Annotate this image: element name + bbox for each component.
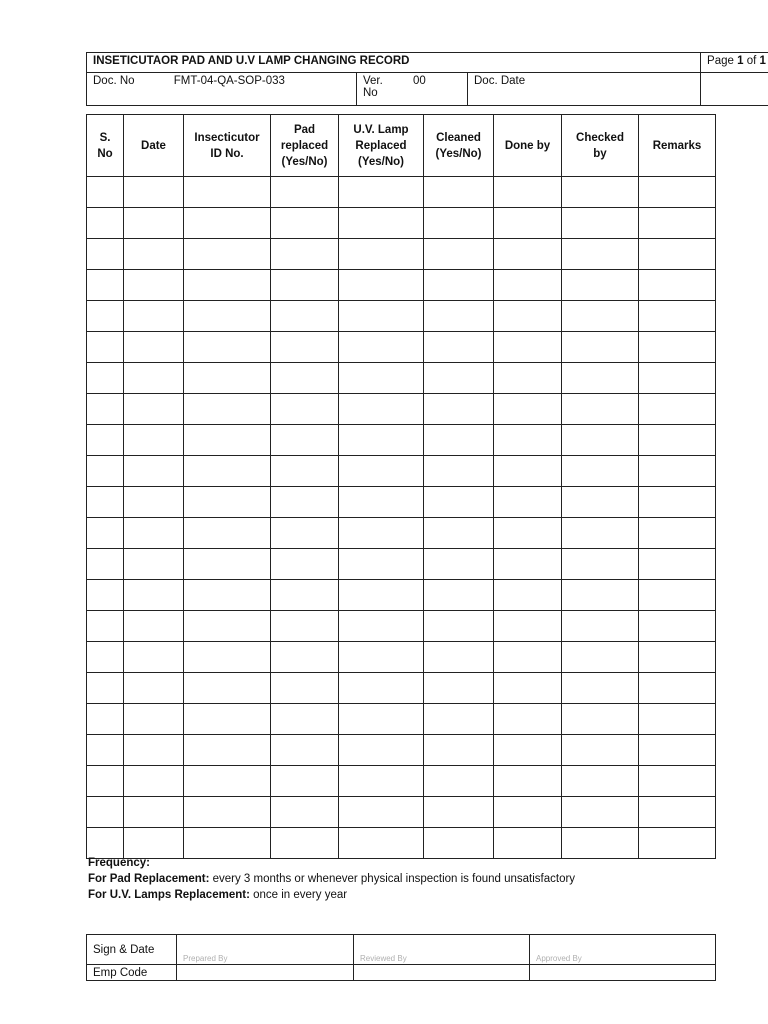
table-cell[interactable] <box>562 735 639 766</box>
table-cell[interactable] <box>184 208 271 239</box>
table-cell[interactable] <box>562 766 639 797</box>
table-cell[interactable] <box>87 735 124 766</box>
table-row <box>87 766 716 797</box>
table-cell[interactable] <box>271 239 339 270</box>
table-cell[interactable] <box>639 766 716 797</box>
table-row <box>87 301 716 332</box>
table-cell[interactable] <box>494 735 562 766</box>
table-row <box>87 394 716 425</box>
table-cell[interactable] <box>562 487 639 518</box>
table-cell[interactable] <box>271 301 339 332</box>
frequency-label: Frequency: <box>88 857 150 869</box>
table-row <box>87 456 716 487</box>
table-cell[interactable] <box>184 332 271 363</box>
table-row <box>87 177 716 208</box>
table-cell[interactable] <box>562 828 639 859</box>
table-cell[interactable] <box>271 425 339 456</box>
table-cell[interactable] <box>271 456 339 487</box>
table-cell[interactable] <box>639 549 716 580</box>
table-cell[interactable] <box>271 332 339 363</box>
table-cell[interactable] <box>639 735 716 766</box>
frequency-notes <box>88 855 575 903</box>
table-cell[interactable] <box>271 177 339 208</box>
table-cell[interactable] <box>562 332 639 363</box>
table-cell[interactable] <box>424 704 494 735</box>
uv-replacement-note: For U.V. Lamps Replacement: once in every year <box>88 889 348 901</box>
table-cell[interactable] <box>494 766 562 797</box>
table-cell[interactable] <box>639 239 716 270</box>
table-cell[interactable] <box>124 363 184 394</box>
table-cell[interactable] <box>271 549 339 580</box>
table-row <box>87 797 716 828</box>
table-cell[interactable] <box>494 456 562 487</box>
table-cell[interactable] <box>424 301 494 332</box>
table-row <box>87 580 716 611</box>
emp-code-reviewed[interactable] <box>354 965 530 981</box>
table-cell[interactable] <box>494 208 562 239</box>
table-cell[interactable] <box>562 704 639 735</box>
table-cell[interactable] <box>184 735 271 766</box>
table-cell[interactable] <box>271 394 339 425</box>
table-cell[interactable] <box>124 797 184 828</box>
table-cell[interactable] <box>124 270 184 301</box>
table-cell[interactable] <box>424 208 494 239</box>
page-total: 1 <box>759 55 766 67</box>
table-cell[interactable] <box>424 363 494 394</box>
table-cell[interactable] <box>494 642 562 673</box>
table-cell[interactable] <box>339 549 424 580</box>
table-cell[interactable] <box>424 332 494 363</box>
table-cell[interactable] <box>124 487 184 518</box>
table-cell[interactable] <box>562 425 639 456</box>
table-row <box>87 828 716 859</box>
table-cell[interactable] <box>271 518 339 549</box>
table-cell[interactable] <box>124 673 184 704</box>
signature-table <box>86 934 716 981</box>
table-cell[interactable] <box>562 239 639 270</box>
table-cell[interactable] <box>124 456 184 487</box>
table-cell[interactable] <box>87 642 124 673</box>
table-cell[interactable] <box>494 580 562 611</box>
table-cell[interactable] <box>424 425 494 456</box>
table-cell[interactable] <box>494 394 562 425</box>
table-cell[interactable] <box>339 735 424 766</box>
table-cell[interactable] <box>124 518 184 549</box>
table-cell[interactable] <box>184 673 271 704</box>
table-cell[interactable] <box>271 642 339 673</box>
table-header-row <box>87 115 716 177</box>
table-cell[interactable] <box>87 270 124 301</box>
table-cell[interactable] <box>184 611 271 642</box>
doc-no-label: Doc. No <box>93 75 135 87</box>
table-cell[interactable] <box>184 239 271 270</box>
table-cell[interactable] <box>87 549 124 580</box>
table-cell[interactable] <box>124 549 184 580</box>
table-cell[interactable] <box>184 828 271 859</box>
col-checked-by: Checked by <box>562 115 639 177</box>
pad-replacement-note: For Pad Replacement: every 3 months or whenever physical inspection is found unsatisfactory <box>88 873 576 885</box>
table-cell[interactable] <box>494 828 562 859</box>
table-cell[interactable] <box>562 301 639 332</box>
table-cell[interactable] <box>639 828 716 859</box>
table-cell[interactable] <box>639 611 716 642</box>
table-cell[interactable] <box>494 611 562 642</box>
table-cell[interactable] <box>562 797 639 828</box>
table-cell[interactable] <box>562 363 639 394</box>
col-remarks: Remarks <box>639 115 716 177</box>
table-row <box>87 270 716 301</box>
ver-value: 00 <box>413 75 426 87</box>
table-cell[interactable] <box>339 487 424 518</box>
table-cell[interactable] <box>494 177 562 208</box>
col-pad-replaced: Pad replaced (Yes/No) <box>271 115 339 177</box>
table-cell[interactable] <box>271 704 339 735</box>
table-cell[interactable] <box>339 673 424 704</box>
table-cell[interactable] <box>271 611 339 642</box>
table-cell[interactable] <box>424 766 494 797</box>
table-cell[interactable] <box>639 487 716 518</box>
table-cell[interactable] <box>562 270 639 301</box>
reviewed-by-field[interactable]: Reviewed By <box>354 935 530 965</box>
table-cell[interactable] <box>562 611 639 642</box>
table-cell[interactable] <box>87 363 124 394</box>
table-cell[interactable] <box>271 363 339 394</box>
table-cell[interactable] <box>339 456 424 487</box>
table-cell[interactable] <box>639 208 716 239</box>
table-cell[interactable] <box>494 363 562 394</box>
table-cell[interactable] <box>271 580 339 611</box>
table-cell[interactable] <box>339 828 424 859</box>
table-cell[interactable] <box>639 363 716 394</box>
table-cell[interactable] <box>184 766 271 797</box>
table-cell[interactable] <box>562 394 639 425</box>
table-cell[interactable] <box>424 642 494 673</box>
table-cell[interactable] <box>271 673 339 704</box>
table-cell[interactable] <box>339 704 424 735</box>
table-cell[interactable] <box>184 301 271 332</box>
table-cell[interactable] <box>339 394 424 425</box>
table-cell[interactable] <box>87 487 124 518</box>
table-row <box>87 611 716 642</box>
table-cell[interactable] <box>184 580 271 611</box>
table-cell[interactable] <box>271 270 339 301</box>
table-row <box>87 425 716 456</box>
table-cell[interactable] <box>424 797 494 828</box>
table-cell[interactable] <box>639 394 716 425</box>
col-insecticutor-id: Insecticutor ID No. <box>184 115 271 177</box>
table-cell[interactable] <box>424 580 494 611</box>
ver-label-no: No <box>363 87 378 99</box>
page-indicator: Page 1 of 1 <box>701 53 768 73</box>
table-cell[interactable] <box>639 642 716 673</box>
table-cell[interactable] <box>424 487 494 518</box>
table-cell[interactable] <box>639 456 716 487</box>
table-cell[interactable] <box>424 394 494 425</box>
table-cell[interactable] <box>339 642 424 673</box>
col-s-no: S. No <box>87 115 124 177</box>
table-cell[interactable] <box>424 270 494 301</box>
table-cell[interactable] <box>639 580 716 611</box>
col-date: Date <box>124 115 184 177</box>
table-cell[interactable] <box>424 239 494 270</box>
table-cell[interactable] <box>271 735 339 766</box>
emp-code-prepared[interactable] <box>177 965 354 981</box>
table-cell[interactable] <box>494 487 562 518</box>
table-cell[interactable] <box>424 456 494 487</box>
table-cell[interactable] <box>87 239 124 270</box>
table-cell[interactable] <box>87 394 124 425</box>
table-cell[interactable] <box>124 828 184 859</box>
table-cell[interactable] <box>339 425 424 456</box>
ver-label: Ver. <box>363 75 383 87</box>
table-cell[interactable] <box>271 797 339 828</box>
table-cell[interactable] <box>639 177 716 208</box>
table-cell[interactable] <box>184 425 271 456</box>
table-cell[interactable] <box>87 797 124 828</box>
table-cell[interactable] <box>494 270 562 301</box>
table-row <box>87 363 716 394</box>
table-cell[interactable] <box>424 611 494 642</box>
table-cell[interactable] <box>124 239 184 270</box>
table-cell[interactable] <box>184 797 271 828</box>
table-cell[interactable] <box>339 301 424 332</box>
table-cell[interactable] <box>271 828 339 859</box>
table-cell[interactable] <box>184 363 271 394</box>
table-cell[interactable] <box>87 766 124 797</box>
table-cell[interactable] <box>87 425 124 456</box>
doc-no-value: FMT-04-QA-SOP-033 <box>173 75 285 87</box>
table-cell[interactable] <box>87 704 124 735</box>
table-cell[interactable] <box>424 549 494 580</box>
table-row <box>87 549 716 580</box>
table-row <box>87 208 716 239</box>
table-cell[interactable] <box>271 208 339 239</box>
table-cell[interactable] <box>87 580 124 611</box>
table-row <box>87 518 716 549</box>
table-cell[interactable] <box>339 239 424 270</box>
table-cell[interactable] <box>562 673 639 704</box>
table-row <box>87 735 716 766</box>
table-cell[interactable] <box>562 549 639 580</box>
table-cell[interactable] <box>124 177 184 208</box>
table-cell[interactable] <box>87 673 124 704</box>
approved-by-field[interactable]: Approved By <box>530 935 716 965</box>
table-cell[interactable] <box>339 177 424 208</box>
table-cell[interactable] <box>124 642 184 673</box>
form-title: INSETICUTAOR PAD AND U.V LAMP CHANGING RECORD <box>87 53 701 73</box>
table-cell[interactable] <box>87 456 124 487</box>
table-cell[interactable] <box>124 580 184 611</box>
doc-date-value <box>701 73 768 106</box>
record-table-body <box>87 177 716 859</box>
table-cell[interactable] <box>494 239 562 270</box>
table-cell[interactable] <box>562 456 639 487</box>
table-cell[interactable] <box>124 611 184 642</box>
table-row <box>87 642 716 673</box>
table-cell[interactable] <box>124 425 184 456</box>
table-row <box>87 239 716 270</box>
table-cell[interactable] <box>339 766 424 797</box>
table-cell[interactable] <box>424 673 494 704</box>
table-cell[interactable] <box>87 332 124 363</box>
table-cell[interactable] <box>184 394 271 425</box>
table-cell[interactable] <box>494 301 562 332</box>
table-cell[interactable] <box>339 270 424 301</box>
table-cell[interactable] <box>339 797 424 828</box>
table-cell[interactable] <box>124 394 184 425</box>
table-cell[interactable] <box>184 487 271 518</box>
doc-date-label: Doc. Date <box>468 73 701 106</box>
doc-no-cell <box>87 73 357 106</box>
table-cell[interactable] <box>124 301 184 332</box>
col-cleaned: Cleaned (Yes/No) <box>424 115 494 177</box>
prepared-by-field[interactable]: Prepared By <box>177 935 354 965</box>
table-cell[interactable] <box>562 177 639 208</box>
table-cell[interactable] <box>424 518 494 549</box>
emp-code-approved[interactable] <box>530 965 716 981</box>
table-cell[interactable] <box>562 642 639 673</box>
table-cell[interactable] <box>639 704 716 735</box>
table-cell[interactable] <box>87 611 124 642</box>
table-cell[interactable] <box>124 766 184 797</box>
emp-code-label: Emp Code <box>87 965 177 981</box>
table-cell[interactable] <box>494 704 562 735</box>
table-cell[interactable] <box>184 456 271 487</box>
table-row <box>87 673 716 704</box>
table-cell[interactable] <box>124 208 184 239</box>
table-cell[interactable] <box>494 797 562 828</box>
table-cell[interactable] <box>639 332 716 363</box>
table-cell[interactable] <box>639 270 716 301</box>
table-cell[interactable] <box>494 425 562 456</box>
table-cell[interactable] <box>562 580 639 611</box>
table-cell[interactable] <box>424 177 494 208</box>
table-cell[interactable] <box>87 828 124 859</box>
table-row <box>87 332 716 363</box>
table-cell[interactable] <box>494 332 562 363</box>
table-cell[interactable] <box>339 580 424 611</box>
table-cell[interactable] <box>184 549 271 580</box>
table-cell[interactable] <box>339 518 424 549</box>
table-cell[interactable] <box>424 828 494 859</box>
table-cell[interactable] <box>184 642 271 673</box>
table-cell[interactable] <box>639 301 716 332</box>
table-cell[interactable] <box>639 425 716 456</box>
table-cell[interactable] <box>639 797 716 828</box>
table-cell[interactable] <box>494 673 562 704</box>
document-header <box>86 52 768 106</box>
table-cell[interactable] <box>87 301 124 332</box>
table-cell[interactable] <box>494 518 562 549</box>
table-cell[interactable] <box>184 704 271 735</box>
table-cell[interactable] <box>339 363 424 394</box>
table-cell[interactable] <box>271 766 339 797</box>
table-cell[interactable] <box>639 673 716 704</box>
table-cell[interactable] <box>87 208 124 239</box>
table-cell[interactable] <box>339 332 424 363</box>
sign-date-label: Sign & Date <box>87 935 177 965</box>
ver-cell <box>357 73 468 106</box>
table-cell[interactable] <box>639 518 716 549</box>
table-cell[interactable] <box>124 332 184 363</box>
table-cell[interactable] <box>184 518 271 549</box>
table-cell[interactable] <box>339 611 424 642</box>
page-number: 1 <box>737 55 744 67</box>
table-cell[interactable] <box>339 208 424 239</box>
table-cell[interactable] <box>184 177 271 208</box>
col-done-by: Done by <box>494 115 562 177</box>
table-cell[interactable] <box>124 735 184 766</box>
record-table <box>86 114 716 859</box>
table-row <box>87 487 716 518</box>
table-cell[interactable] <box>271 487 339 518</box>
table-cell[interactable] <box>562 518 639 549</box>
table-cell[interactable] <box>424 735 494 766</box>
table-cell[interactable] <box>87 518 124 549</box>
table-cell[interactable] <box>124 704 184 735</box>
table-row <box>87 704 716 735</box>
table-cell[interactable] <box>184 270 271 301</box>
table-cell[interactable] <box>494 549 562 580</box>
table-cell[interactable] <box>87 177 124 208</box>
table-cell[interactable] <box>562 208 639 239</box>
col-uv-lamp-replaced: U.V. Lamp Replaced (Yes/No) <box>339 115 424 177</box>
